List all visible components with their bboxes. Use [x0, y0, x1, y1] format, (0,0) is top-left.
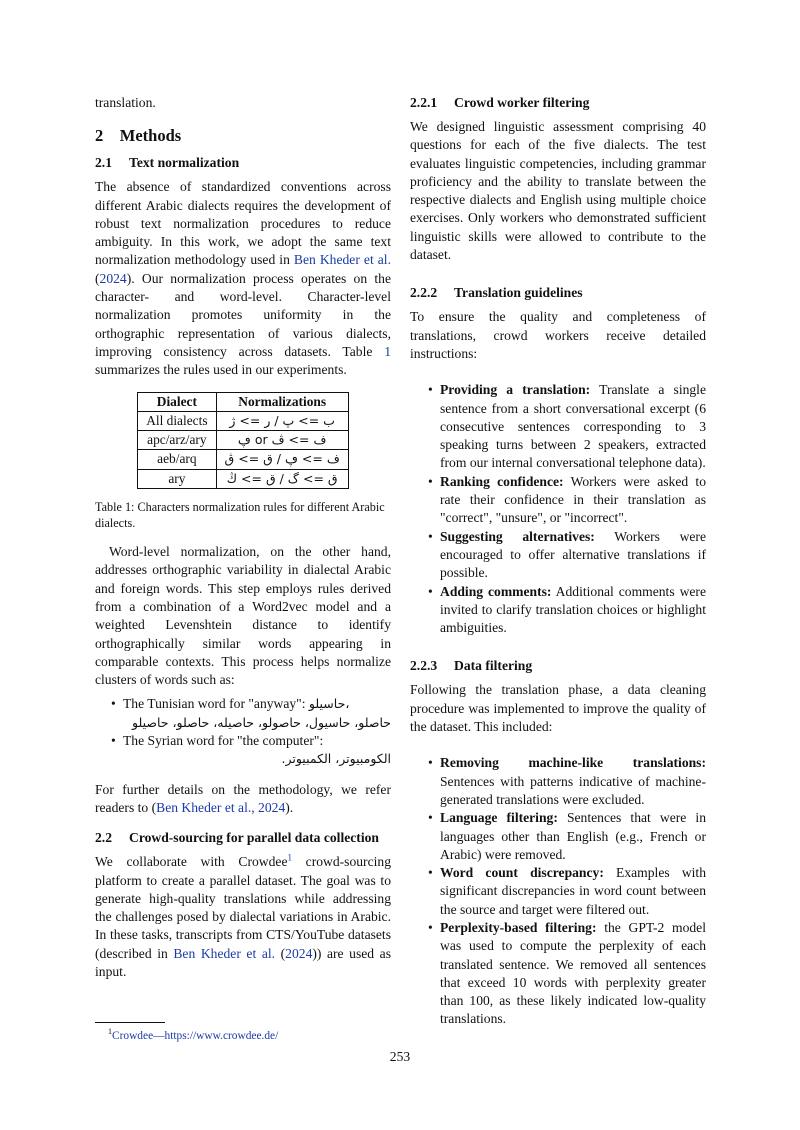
- subsubsection-heading-data-filtering: [410, 657, 706, 675]
- normalization-table: [137, 392, 349, 489]
- list-item-text: Workers were encouraged to offer alternative translations if possible.: [440, 528, 706, 581]
- right-column: [410, 94, 706, 1029]
- list-item-text: Translate a single sentence from a short conversational excerpt (6 consecutive sentences corresponding to 3 speaking turns between 2 speakers, extracted from our internal conversational telephone data).: [440, 382, 706, 471]
- list-item-lead: Perplexity-based filtering:: [440, 919, 597, 935]
- paragraph-text: summarizes the rules used in our experiments.: [95, 362, 347, 378]
- list-item-lead: Removing machine-like translations:: [440, 755, 706, 771]
- table-cell-normalization: ب => پ / ر => ژ: [216, 411, 348, 430]
- list-item-lead: Ranking confidence:: [440, 473, 564, 489]
- footnote-link[interactable]: Crowdee—https://www.crowdee.de/: [112, 1029, 279, 1042]
- bullet-icon: •: [111, 696, 116, 712]
- citation-year-link[interactable]: 2024: [285, 945, 313, 961]
- citation-link[interactable]: Ben Kheder et al., 2024: [156, 799, 286, 815]
- subsection-heading-crowd-sourcing: [95, 829, 391, 847]
- subsection-title: Text normalization: [129, 155, 240, 171]
- paragraph-data-filtering: Following the translation phase, a data cleaning procedure was implemented to improve the quality of the dataset. This included:: [410, 682, 706, 735]
- paragraph-text: (: [275, 945, 286, 961]
- paragraph-text: For further details on the methodology, we refer readers to (: [95, 781, 391, 815]
- list-item-text: Sentences with patterns indicative of machine-generated translations were excluded.: [440, 773, 706, 807]
- guidelines-list: [410, 381, 706, 637]
- subsubsection-number: 2.2.1: [410, 95, 438, 110]
- example-lead: The Tunisian word for "anyway":: [123, 696, 306, 712]
- subsubsection-heading-translation-guidelines: [410, 284, 706, 302]
- section-number: 2: [95, 126, 104, 146]
- table-row: [138, 431, 349, 450]
- paragraph-text: )) are used as input.: [95, 945, 392, 979]
- list-item-text: Sentences that were in languages other than English (e.g., French or Arabic) were removed.: [440, 810, 706, 862]
- subsubsection-number: 2.2.3: [410, 658, 438, 674]
- footnote: [108, 1025, 278, 1043]
- subsubsection-number: 2.2.2: [410, 285, 438, 301]
- subsection-title: Crowd-sourcing for parallel data collection: [129, 830, 379, 846]
- left-column: [95, 94, 391, 981]
- paragraph-text: ). Our normalization process operates on the character- and word-level. Character-level normalization promotes uniformity in the orthographic representation of various dialects, improving consistency across datasets. Table: [95, 270, 391, 359]
- paragraph-word-level: Word-level normalization, on the other hand, addresses orthographic variability in dialectal Arabic and foreign words. This step employs rules derived from a combination of a Word2vec model and a weighted Levenshtein distance to identify orthographically similar words appearing in comparable contexts. This process helps normalize clusters of words such as:: [95, 544, 391, 688]
- page-number: 253: [389, 1049, 411, 1064]
- table-cell-normalization: ف => ڥ / ق => ڨ: [216, 450, 348, 469]
- top-fragment: translation.: [95, 95, 156, 110]
- bullet-icon: •: [428, 382, 433, 398]
- bullet-icon: •: [428, 810, 433, 826]
- table-header-row: [138, 392, 349, 411]
- subsubsection-title: Crowd worker filtering: [454, 95, 590, 110]
- paragraph-further-details: [95, 781, 391, 818]
- list-item: [410, 919, 706, 1029]
- arabic-word-variants: الكومبيوتر، الكمبيوتر.: [281, 751, 391, 767]
- list-item-text: Examples with significant discrepancies in word count between the source and target were filtered out.: [440, 865, 706, 917]
- list-item-lead: Language filtering:: [440, 810, 558, 826]
- paragraph-normalization: [95, 178, 391, 379]
- bullet-icon: •: [428, 755, 433, 771]
- arabic-word-variants: حاصلو، حاسيول، حاصولو، حاصيله، حاصلو، حاصيلو: [131, 714, 391, 730]
- table-cell-normalization: ف => ڤ or ڥ: [216, 431, 348, 450]
- list-item: [410, 864, 706, 919]
- subsection-heading-text-normalization: [95, 154, 391, 172]
- table-header-dialect: Dialect: [138, 392, 216, 411]
- normalization-table-wrapper: [95, 392, 391, 489]
- table-cell-normalization: ق => گ / ق => ڭ: [216, 469, 348, 488]
- table-cell-dialect: apc/arz/ary: [138, 431, 216, 450]
- footnote-marker[interactable]: 1: [287, 852, 292, 863]
- list-item: [410, 528, 706, 583]
- subsubsection-heading-crowd-worker-filtering: [410, 94, 706, 112]
- citation-year-link[interactable]: 2024: [99, 270, 127, 286]
- bullet-icon: •: [428, 528, 433, 544]
- word-examples-list: [95, 695, 391, 768]
- section-title: Methods: [119, 126, 182, 146]
- footnote-rule: [95, 1022, 165, 1023]
- list-item-lead: Suggesting alternatives:: [440, 528, 595, 544]
- bullet-icon: •: [428, 919, 433, 935]
- bullet-icon: •: [111, 733, 116, 749]
- list-item: [410, 381, 706, 472]
- list-item: [410, 809, 706, 864]
- table-cell-dialect: All dialects: [138, 411, 216, 430]
- arabic-word: حاسيلو،: [308, 696, 350, 712]
- paragraph-text: The absence of standardized conventions across different Arabic dialects requires the development of robust text normalization procedures to reduce ambiguity. In this work, we adopt the same text normalization methodology used in: [95, 179, 391, 268]
- paragraph-text: We collaborate with Crowdee: [95, 854, 288, 870]
- bullet-icon: •: [428, 583, 433, 599]
- list-item: [95, 732, 391, 769]
- paragraph-guidelines-intro: To ensure the quality and completeness of translations, crowd workers receive detailed instructions:: [410, 309, 706, 361]
- list-item-lead: Providing a translation:: [440, 382, 591, 398]
- subsection-number: 2.1: [95, 155, 112, 171]
- subsubsection-title: Data filtering: [454, 658, 533, 674]
- paragraph-text: (: [95, 270, 100, 286]
- table-row: [138, 411, 349, 430]
- list-item: [95, 695, 391, 732]
- list-item-text: the GPT-2 model was used to compute the perplexity of each translated sentence. We removed all sentences that exceed 10 words with perplexity greater than 100, as these likely indicated low-quality translations.: [440, 919, 706, 1027]
- section-heading-methods: [95, 126, 391, 146]
- paragraph-text: crowd-sourcing platform to create a parallel dataset. The goal was to generate high-quality translations while addressing the challenges posed by dialectal variations in Arabic. In these tasks, transcripts from CTS/YouTube datasets (described in: [95, 854, 391, 961]
- paragraph-worker-filtering: We designed linguistic assessment comprising 40 questions for each of the five dialects. The test evaluates linguistic competencies, including grammar proficiency and the ability to translate between the respective dialects and English using multiple choice exercises. Only workers who demonstrated sufficient linguistic skills were allowed to contribute to the dataset.: [410, 119, 706, 263]
- table-caption: Table 1: Characters normalization rules for different Arabic dialects.: [95, 500, 385, 531]
- table-reference-link[interactable]: 1: [384, 343, 391, 359]
- list-item-lead: Adding comments:: [440, 583, 552, 599]
- list-item-lead: Word count discrepancy:: [440, 865, 604, 881]
- list-item-text: Additional comments were invited to clarify translation choices or highlight ambiguities.: [440, 583, 706, 636]
- bullet-icon: •: [428, 473, 433, 489]
- bullet-icon: •: [428, 865, 433, 881]
- citation-link[interactable]: Ben Kheder et al.: [173, 945, 276, 961]
- list-item: [410, 473, 706, 528]
- list-item-text: Workers were asked to rate their confidence in their translation as "correct", "unsure", or "incorrect".: [440, 473, 706, 526]
- table-row: [138, 450, 349, 469]
- paragraph-text: ).: [285, 799, 294, 815]
- example-lead: The Syrian word for "the computer":: [123, 733, 324, 749]
- citation-link[interactable]: Ben Kheder et al.: [293, 252, 391, 268]
- footnote-number: 1: [108, 1027, 112, 1036]
- list-item: [410, 583, 706, 638]
- list-item: [410, 754, 706, 809]
- subsubsection-title: Translation guidelines: [454, 285, 583, 301]
- filters-list: [410, 754, 706, 1028]
- table-row: [138, 469, 349, 488]
- subsection-number: 2.2: [95, 830, 112, 846]
- table-header-normalizations: Normalizations: [216, 392, 348, 411]
- paragraph-crowdee: [95, 853, 391, 981]
- table-cell-dialect: aeb/arq: [138, 450, 216, 469]
- table-cell-dialect: ary: [138, 469, 216, 488]
